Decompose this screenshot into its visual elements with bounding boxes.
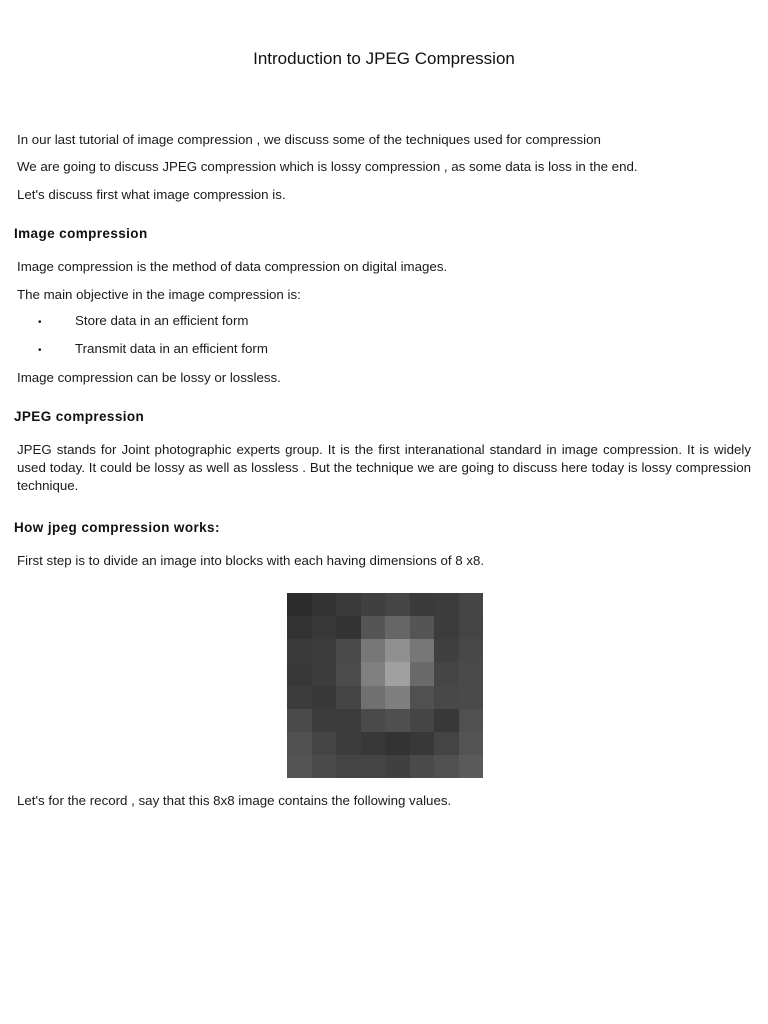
pixel-cell (410, 755, 435, 778)
pixel-cell (287, 593, 312, 616)
image-compression-paragraph-1: Image compression is the method of data compression on digital images. (17, 259, 448, 274)
pixel-cell (434, 593, 459, 616)
pixel-cell (459, 639, 484, 662)
bullet-text: Transmit data in an efficient form (75, 340, 268, 356)
pixel-cell (336, 662, 361, 685)
pixel-cell (287, 686, 312, 709)
pixel-cell (287, 639, 312, 662)
pixel-cell (287, 755, 312, 778)
how-paragraph-2: Let's for the record , say that this 8x8 image contains the following values. (17, 793, 452, 808)
pixel-cell (385, 732, 410, 755)
pixel-cell (312, 662, 337, 685)
pixel-cell (336, 616, 361, 639)
pixel-cell (410, 686, 435, 709)
pixel-cell (434, 755, 459, 778)
pixel-cell (434, 709, 459, 732)
image-compression-paragraph-2: The main objective in the image compression is: (17, 287, 301, 302)
intro-paragraph-2: We are going to discuss JPEG compression which is lossy compression , as some data is loss in the end. (17, 159, 638, 174)
bullet-text: Store data in an efficient form (75, 313, 249, 328)
intro-paragraph-3: Let's discuss first what image compression is. (17, 187, 286, 202)
pixel-cell (312, 755, 337, 778)
pixel-cell (361, 755, 386, 778)
pixel-cell (287, 732, 312, 755)
pixel-cell (385, 593, 410, 616)
pixel-cell (410, 616, 435, 639)
pixel-cell (410, 662, 435, 685)
pixel-cell (410, 593, 435, 616)
pixel-cell (459, 616, 484, 639)
heading-image-compression: Image compression (14, 226, 148, 241)
pixel-cell (361, 639, 386, 662)
pixel-cell (459, 755, 484, 778)
heading-jpeg-compression: JPEG compression (14, 409, 145, 424)
pixel-cell (434, 616, 459, 639)
pixel-cell (410, 732, 435, 755)
pixel-cell (336, 755, 361, 778)
pixel-cell (385, 662, 410, 685)
pixel-cell (410, 639, 435, 662)
jpeg-paragraph: JPEG stands for Joint photographic experts group. It is the first interanational standard in image compression. It is widely used today. It could be lossy as well as lossless . But the technique we are going to discuss here today is lossy compression technique. (17, 442, 751, 493)
pixel-cell (336, 709, 361, 732)
pixel-cell (312, 686, 337, 709)
pixel-cell (287, 662, 312, 685)
image-compression-paragraph-3: Image compression can be lossy or lossless. (17, 370, 281, 385)
how-paragraph-1: First step is to divide an image into blocks with each having dimensions of 8 x8. (17, 553, 485, 568)
pixel-cell (434, 639, 459, 662)
pixel-cell (312, 639, 337, 662)
pixel-cell (434, 732, 459, 755)
heading-how-jpeg-works: How jpeg compression works: (14, 520, 220, 535)
pixel-cell (312, 593, 337, 616)
pixel-cell (336, 686, 361, 709)
pixel-cell (385, 639, 410, 662)
pixel-cell (361, 616, 386, 639)
pixel-cell (361, 709, 386, 732)
pixel-cell (410, 709, 435, 732)
pixel-cell (336, 593, 361, 616)
pixel-cell (385, 755, 410, 778)
pixel-cell (434, 686, 459, 709)
pixel-cell (336, 732, 361, 755)
page-title: Introduction to JPEG Compression (253, 49, 515, 68)
pixel-cell (459, 593, 484, 616)
pixel-cell (361, 593, 386, 616)
bullet-icon: • (38, 317, 42, 328)
pixel-cell (312, 709, 337, 732)
pixel-cell (361, 662, 386, 685)
pixel-cell (312, 616, 337, 639)
pixel-block-image (287, 593, 483, 778)
pixel-cell (434, 662, 459, 685)
pixel-cell (336, 639, 361, 662)
pixel-cell (361, 732, 386, 755)
intro-paragraph-1: In our last tutorial of image compression , we discuss some of the techniques used for compression (17, 132, 601, 147)
pixel-cell (459, 686, 484, 709)
pixel-cell (459, 732, 484, 755)
pixel-cell (385, 686, 410, 709)
pixel-cell (385, 616, 410, 639)
pixel-cell (312, 732, 337, 755)
pixel-cell (459, 709, 484, 732)
pixel-cell (361, 686, 386, 709)
bullet-icon: • (38, 344, 42, 356)
pixel-cell (287, 616, 312, 639)
pixel-cell (287, 709, 312, 732)
pixel-cell (385, 709, 410, 732)
pixel-cell (459, 662, 484, 685)
